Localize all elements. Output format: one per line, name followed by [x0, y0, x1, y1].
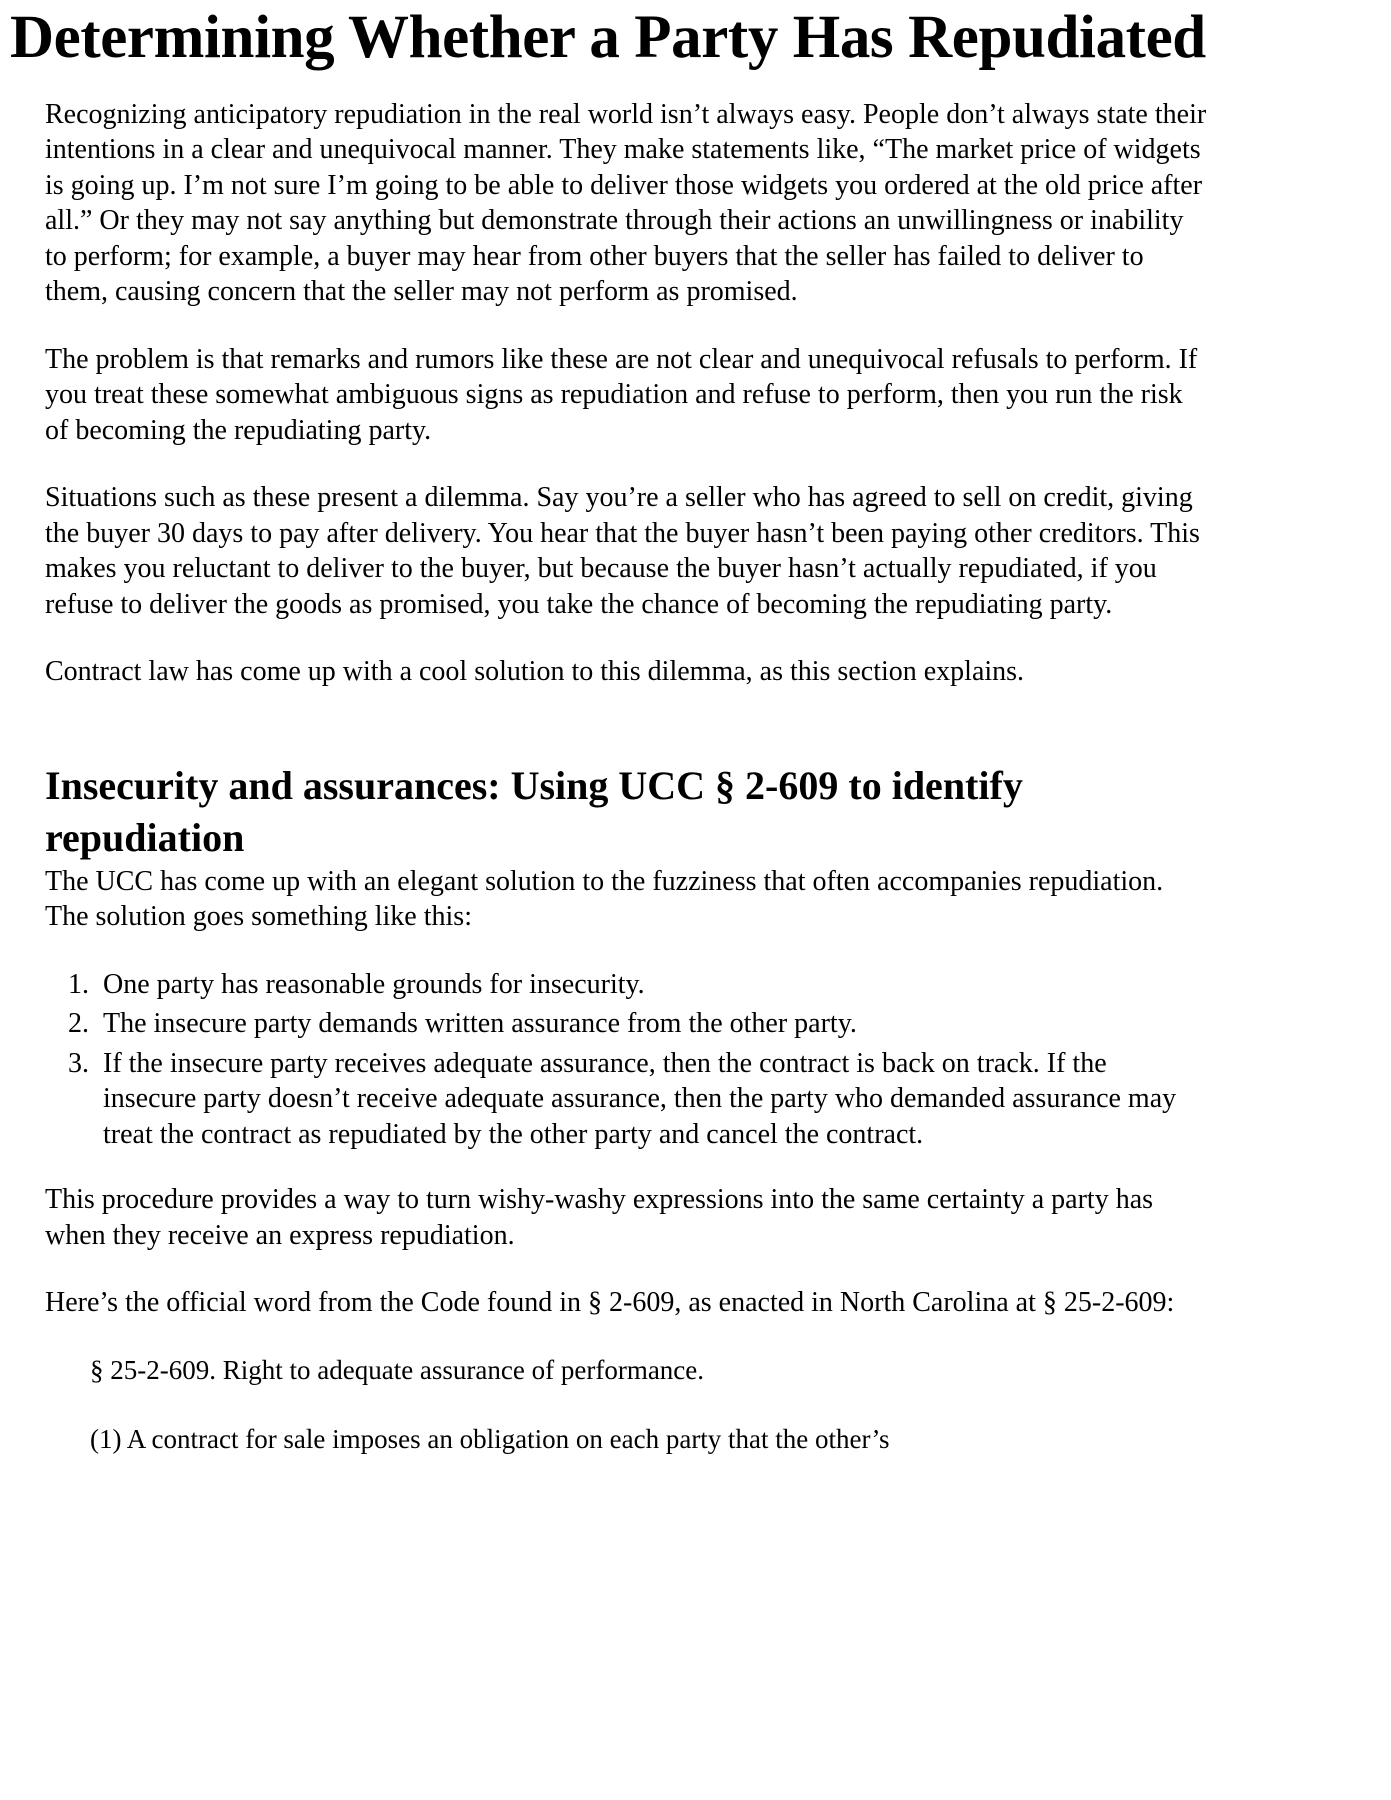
- citation-intro-paragraph: Here’s the official word from the Code found in § 2-609, as enacted in North Carolina at § 25-2-609:: [45, 1287, 1175, 1319]
- intro-paragraph-4: Contract law has come up with a cool solution to this dilemma, as this section explains.: [45, 656, 1025, 688]
- list-item: The insecure party demands written assurance from the other party.: [103, 1008, 857, 1040]
- list-item: If the insecure party receives adequate assurance, then the contract is back on track. If the insecure party doesn’t receive adequate assurance, then the party who demanded assurance may treat the contract as repudiated by the other party and cancel the contract.: [103, 1047, 1177, 1150]
- after-list-paragraph: This procedure provides a way to turn wishy-washy expressions into the same certainty a party has when they receive an express repudiation.: [45, 1184, 1154, 1251]
- statute-subsection-1: (1) A contract for sale imposes an obligation on each party that the other’s: [90, 1423, 890, 1454]
- statute-blockquote: [45, 1353, 1211, 1457]
- list-item: One party has reasonable grounds for insecurity.: [103, 968, 645, 1000]
- document-body: [0, 97, 1391, 1457]
- page-title: Determining Whether a Party Has Repudiated: [10, 4, 1206, 71]
- procedure-list: [45, 967, 1211, 1153]
- intro-paragraph-3: Situations such as these present a dilemma. Say you’re a seller who has agreed to sell on credit, giving the buyer 30 days to pay after delivery. You hear that the buyer hasn’t been paying other creditors. This makes you reluctant to deliver to the buyer, but because the buyer hasn’t actually repudiated, if you refuse to deliver the goods as promised, you take the chance of becoming the repudiating party.: [45, 482, 1200, 620]
- statute-heading: § 25-2-609. Right to adequate assurance of performance.: [90, 1354, 705, 1385]
- section-lead-paragraph: The UCC has come up with an elegant solution to the fuzziness that often accompanies repudiation. The solution goes something like this:: [45, 865, 1164, 933]
- section-heading: Insecurity and assurances: Using UCC § 2-609 to identify repudiation: [45, 762, 1023, 860]
- intro-paragraph-1: Recognizing anticipatory repudiation in the real world isn’t always easy. People don’t always state their intentions in a clear and unequivocal manner. They make statements like, “The market price of widgets is going up. I’m not sure I’m going to be able to deliver those widgets you ordered at the old price after all.” Or they may not say anything but demonstrate through their actions an unwillingness or inability to perform; for example, a buyer may hear from other buyers that the seller has failed to deliver to them, causing concern that the seller may not perform as promised.: [45, 98, 1207, 308]
- intro-paragraph-2: The problem is that remarks and rumors like these are not clear and unequivocal refusals to perform. If you treat these somewhat ambiguous signs as repudiation and refuse to perform, then you run the risk of becoming the repudiating party.: [45, 343, 1198, 446]
